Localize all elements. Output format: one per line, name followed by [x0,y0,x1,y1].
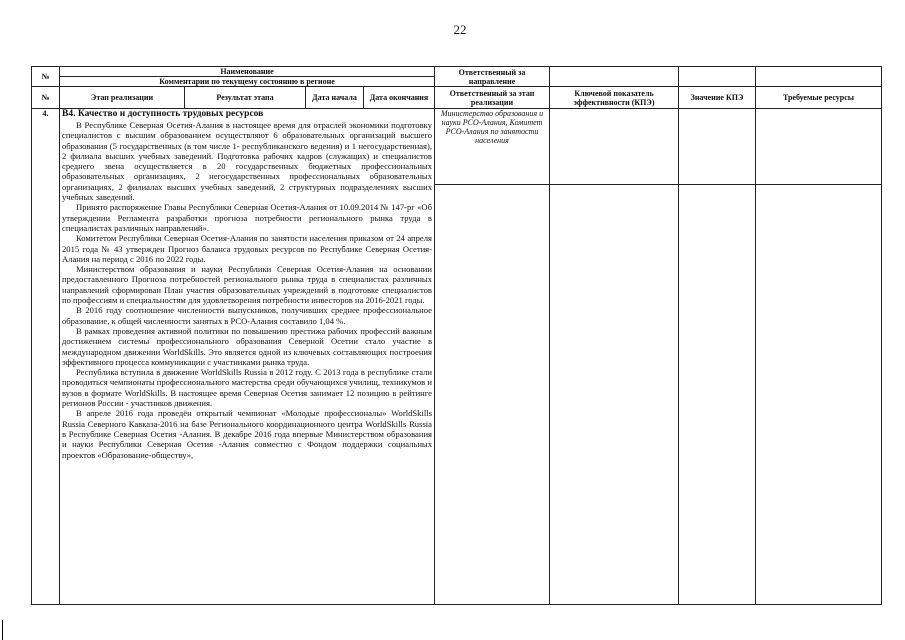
header-name: Наименование [60,67,435,77]
header-responsible-stage: Ответственный за этап реализации [435,87,550,109]
paragraph: В Республике Северная Осетия-Алания в настоящее время для отраслей экономики подготовку специалистов с высшим образованием осуществляют 6 образовательных организаций высшего образования (5 государственных (в том числе 1- республиканского ведения) и 1 негосударственная), 2 филиала высших учебных заведений. Подготовка рабочих кадров (служащих) и специалистов среднего звена осуществляется в 20 государственных бюджетных профессиональных образовательных организациях, 2 негосударственных профессиональных образовательных организациях, 2 филиалах высших учебных заведений, 2 структурных подразделениях высших учебных заведений. [62,120,432,203]
paragraph: Комитетом Республики Северная Осетия-Алания по занятости населения приказом от 24 апреля 2015 года № 43 утвержден Прогноз баланса трудовых ресурсов по Республике Северная Осетия-Алания на период с 2016 по 2022 годы. [62,233,432,264]
header-result: Результат этапа [185,87,306,109]
paragraph: В апреле 2016 года проведён открытый чемпионат «Молодые профессионалы» WorldSkills Russia Северного Кавказа-2016 на базе Регионального координационного центра WorldSkills Russia в Республике Северная Осетия -Алания. В декабре 2016 года впервые Министерством образования и науки Республики Северная Осетия -Алания совместно с Фондом поддержки социальных проектов «Образование-обществу», [62,408,432,460]
header-responsible-direction: Ответственный за направление [435,67,550,87]
header-start-date: Дата начала [306,87,364,109]
kpi-cell [550,109,679,185]
header-row-1a [32,67,882,77]
header-empty-cell [756,67,882,87]
data-row-top [32,109,882,185]
header-row-2 [32,87,882,109]
row-comment-cell [60,109,435,605]
page-number: 22 [453,22,467,37]
responsible-cell: Министерство образования и науки РСО-Алания, Комитет РСО-Алания по занятости населения [435,109,550,185]
header-empty-cell [550,67,679,87]
kpi-value-cell-lower [679,185,756,605]
paragraph: Министерством образования и науки Республики Северная Осетия-Алания на основании предоставленного Прогноза потребностей регионального рынка труда в специалистах различных направлений сформирован План участия образовательных учреждений в подготовке специалистов по профессиям и специальностям для удовлетворения потребности инвесторов на 2016-2021 годы. [62,264,432,306]
header-kpi: Ключевой показатель эффективности (КПЭ) [550,87,679,109]
kpi-value-cell [679,109,756,185]
header-empty-cell [679,67,756,87]
resources-cell-lower [756,185,882,605]
header-comment: Комментарии по текущему состоянию в регионе [60,77,435,87]
header-num: № [32,67,60,87]
header2-num: № [32,87,60,109]
paragraph: В рамках проведения активной политики по повышению престижа рабочих профессий важным достижением системы профессионального образования Северной Осетии стало участие в международном движении WorldSkills. Это является одной из ключевых составляющих построения эффективного процесса коммуникации с участниками рынка труда. [62,325,432,367]
section-title: В4. Качество и доступность трудовых ресурсов [62,109,264,119]
paragraph: Республика вступила в движение WorldSkills Russia в 2012 году. С 2013 года в республике стали проводиться чемпионаты профессионального мастерства среди обучающихся училищ, техникумов и вузов в формате WorldSkills. В настоящее время Северная Осетия занимает 12 позицию в рейтинге регионов России - участников движения. [62,367,432,409]
header-stage: Этап реализации [60,87,185,109]
header-resources: Требуемые ресурсы [756,87,882,109]
resources-cell [756,109,882,185]
header-kpi-value: Значение КПЭ [679,87,756,109]
paragraph: В 2016 году соотношение численности выпускников, получивших среднее профессиональное образование, к общей численности занятых в РСО-Алания составило 1,04 %. [62,305,432,326]
kpi-cell-lower [550,185,679,605]
program-table [31,66,882,605]
paragraph: Принято распоряжение Главы Республики Северная Осетия-Алания от 10.09.2014 № 147-рг «Об утверждении Регламента разработки прогноза потребности регионального рынка труда в специалистах различных направлений». [62,202,432,233]
responsible-cell-lower [435,185,550,605]
row-number: 4. [32,109,60,605]
scan-edge-mark [2,620,3,640]
header-end-date: Дата окончания [364,87,435,109]
